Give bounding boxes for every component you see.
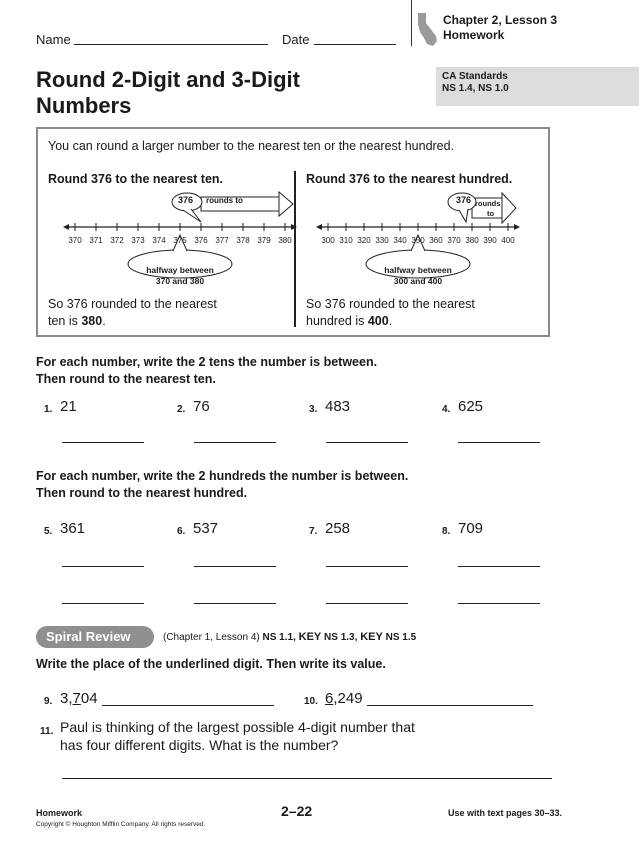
page-number: 2–22 <box>281 803 313 819</box>
tick-label: 370 <box>68 236 82 245</box>
right-badge: 376 <box>456 195 472 205</box>
section1-instruction-2: Then round to the nearest ten. <box>36 372 216 386</box>
section2-instruction-1: For each number, write the 2 hundreds the number is between. <box>36 469 409 483</box>
answer-line-8b[interactable] <box>458 591 540 604</box>
section2-instruction-2: Then round to the nearest hundred. <box>36 486 248 500</box>
right-arrow-text-2: to <box>487 209 495 218</box>
question-number: 6. <box>177 526 186 537</box>
answer-line-5a[interactable] <box>62 554 144 567</box>
right-halfway-1: halfway between <box>384 265 452 275</box>
question-number: 7. <box>309 526 318 537</box>
spiral-review-badge <box>36 626 154 648</box>
answer-line-1[interactable] <box>62 430 144 443</box>
q10-part-b: ,249 <box>333 690 363 707</box>
homework-label: Homework <box>443 28 505 42</box>
tick-label: 300 <box>321 236 335 245</box>
answer-line-6b[interactable] <box>194 591 276 604</box>
answer-line-2[interactable] <box>194 430 276 443</box>
left-conclusion-2 <box>48 314 106 328</box>
right-heading: Round 376 to the nearest hundred. <box>306 172 513 186</box>
question-value: 76 <box>193 398 210 415</box>
tick-label: 371 <box>89 236 103 245</box>
left-heading: Round 376 to the nearest ten. <box>48 172 224 186</box>
left-arrow-text: rounds to <box>206 196 243 205</box>
left-halfway-2: 370 and 380 <box>155 276 205 286</box>
q9-underlined-digit: 7 <box>72 690 81 707</box>
chapter-lesson: Chapter 2, Lesson 3 <box>443 13 558 27</box>
answer-line-11[interactable] <box>62 764 552 779</box>
page-title: Round 2-Digit and 3-Digit <box>36 67 300 92</box>
answer-line-3[interactable] <box>326 430 408 443</box>
right-conclusion-2 <box>306 314 392 328</box>
left-conclusion-prefix: ten is <box>48 314 82 328</box>
q11-line-1: Paul is thinking of the largest possible 4-digit number that <box>60 719 415 735</box>
tick-label: 390 <box>483 236 497 245</box>
tick-label: 310 <box>339 236 353 245</box>
answer-line-9[interactable] <box>102 691 274 706</box>
california-icon <box>415 12 439 48</box>
right-answer: 400 <box>367 314 389 328</box>
question-number: 10. <box>304 696 318 707</box>
question-value-9 <box>60 690 98 707</box>
left-badge: 376 <box>178 195 194 205</box>
tick-label: 375 <box>173 236 187 245</box>
tick-label: 378 <box>236 236 250 245</box>
spiral-review-label: Spiral Review <box>46 629 131 644</box>
right-conclusion-prefix: hundred is <box>306 314 368 328</box>
question-number: 3. <box>309 404 318 415</box>
question-value: 361 <box>60 520 86 537</box>
question-value: 483 <box>325 398 351 415</box>
left-answer: 380 <box>81 314 103 328</box>
standards-box <box>436 67 639 106</box>
intro-text: You can round a larger number to the nearest ten or the nearest hundred. <box>48 139 455 153</box>
standards-values: NS 1.4, NS 1.0 <box>442 83 509 94</box>
answer-line-10[interactable] <box>367 691 533 706</box>
question-number: 9. <box>44 696 53 707</box>
tick-label: 377 <box>215 236 229 245</box>
left-conclusion-suffix: . <box>102 314 106 328</box>
question-number: 5. <box>44 526 53 537</box>
tick-label: 374 <box>152 236 166 245</box>
right-conclusion-1: So 376 rounded to the nearest <box>306 297 475 311</box>
answer-line-7b[interactable] <box>326 591 408 604</box>
tick-label: 380 <box>278 236 292 245</box>
tick-label: 360 <box>429 236 443 245</box>
question-number: 4. <box>442 404 451 415</box>
question-value: 709 <box>458 520 484 537</box>
left-conclusion-1: So 376 rounded to the nearest <box>48 297 217 311</box>
right-arrow-text-1: rounds <box>475 199 501 208</box>
left-halfway-1: halfway between <box>146 265 214 275</box>
example-box <box>36 127 550 337</box>
question-value: 537 <box>193 520 219 537</box>
spiral-key2: KEY <box>360 631 383 643</box>
question-number: 1. <box>44 404 53 415</box>
spiral-ns3: NS 1.5 <box>385 632 417 643</box>
q11-line-2: has four different digits. What is the number? <box>60 737 339 753</box>
tick-label: 330 <box>375 236 389 245</box>
right-conclusion-suffix: . <box>388 314 393 328</box>
question-value: 258 <box>325 520 351 537</box>
spiral-review-standards <box>163 631 416 643</box>
question-number: 8. <box>442 526 451 537</box>
tick-label: 370 <box>447 236 461 245</box>
spiral-instruction: Write the place of the underlined digit. Then write its value. <box>36 657 386 671</box>
question-value-10 <box>325 690 363 707</box>
page-title-line2: Numbers <box>36 93 132 118</box>
date-label: Date <box>282 32 310 47</box>
question-value: 625 <box>458 398 484 415</box>
answer-line-8a[interactable] <box>458 554 540 567</box>
tick-label: 320 <box>357 236 371 245</box>
question-number: 2. <box>177 404 186 415</box>
spiral-ns1: NS 1.1, <box>262 632 296 643</box>
question-number: 11. <box>40 726 54 737</box>
spiral-ref: (Chapter 1, Lesson 4) <box>163 632 260 643</box>
footer-copyright: Copyright © Houghton Mifflin Company. All rights reserved. <box>36 821 206 828</box>
tick-label: 373 <box>131 236 145 245</box>
answer-line-6a[interactable] <box>194 554 276 567</box>
q9-part-a: 3, <box>60 690 73 707</box>
spiral-ns2: NS 1.3, <box>324 632 358 643</box>
answer-line-5b[interactable] <box>62 591 144 604</box>
spiral-key1: KEY <box>298 631 322 643</box>
answer-line-7a[interactable] <box>326 554 408 567</box>
tick-label: 340 <box>393 236 407 245</box>
tick-label: 350 <box>411 236 425 245</box>
tick-label: 400 <box>501 236 515 245</box>
name-label: Name <box>36 32 71 47</box>
tick-label: 379 <box>257 236 271 245</box>
question-value: 21 <box>60 398 77 415</box>
tick-label: 376 <box>194 236 208 245</box>
section1-instruction-1: For each number, write the 2 tens the number is between. <box>36 355 378 369</box>
right-halfway-2: 300 and 400 <box>393 276 443 286</box>
answer-line-4[interactable] <box>458 430 540 443</box>
tick-label: 372 <box>110 236 124 245</box>
panel-divider <box>294 171 296 327</box>
tick-label: 380 <box>465 236 479 245</box>
q9-part-b: 04 <box>80 690 98 707</box>
name-field[interactable] <box>74 30 268 45</box>
standards-label: CA Standards <box>442 71 508 82</box>
q10-underlined-digit: 6 <box>325 690 334 707</box>
date-field[interactable] <box>314 30 396 45</box>
header-divider <box>411 0 412 46</box>
footer-text-pages: Use with text pages 30–33. <box>448 808 563 818</box>
footer-homework: Homework <box>36 808 83 818</box>
